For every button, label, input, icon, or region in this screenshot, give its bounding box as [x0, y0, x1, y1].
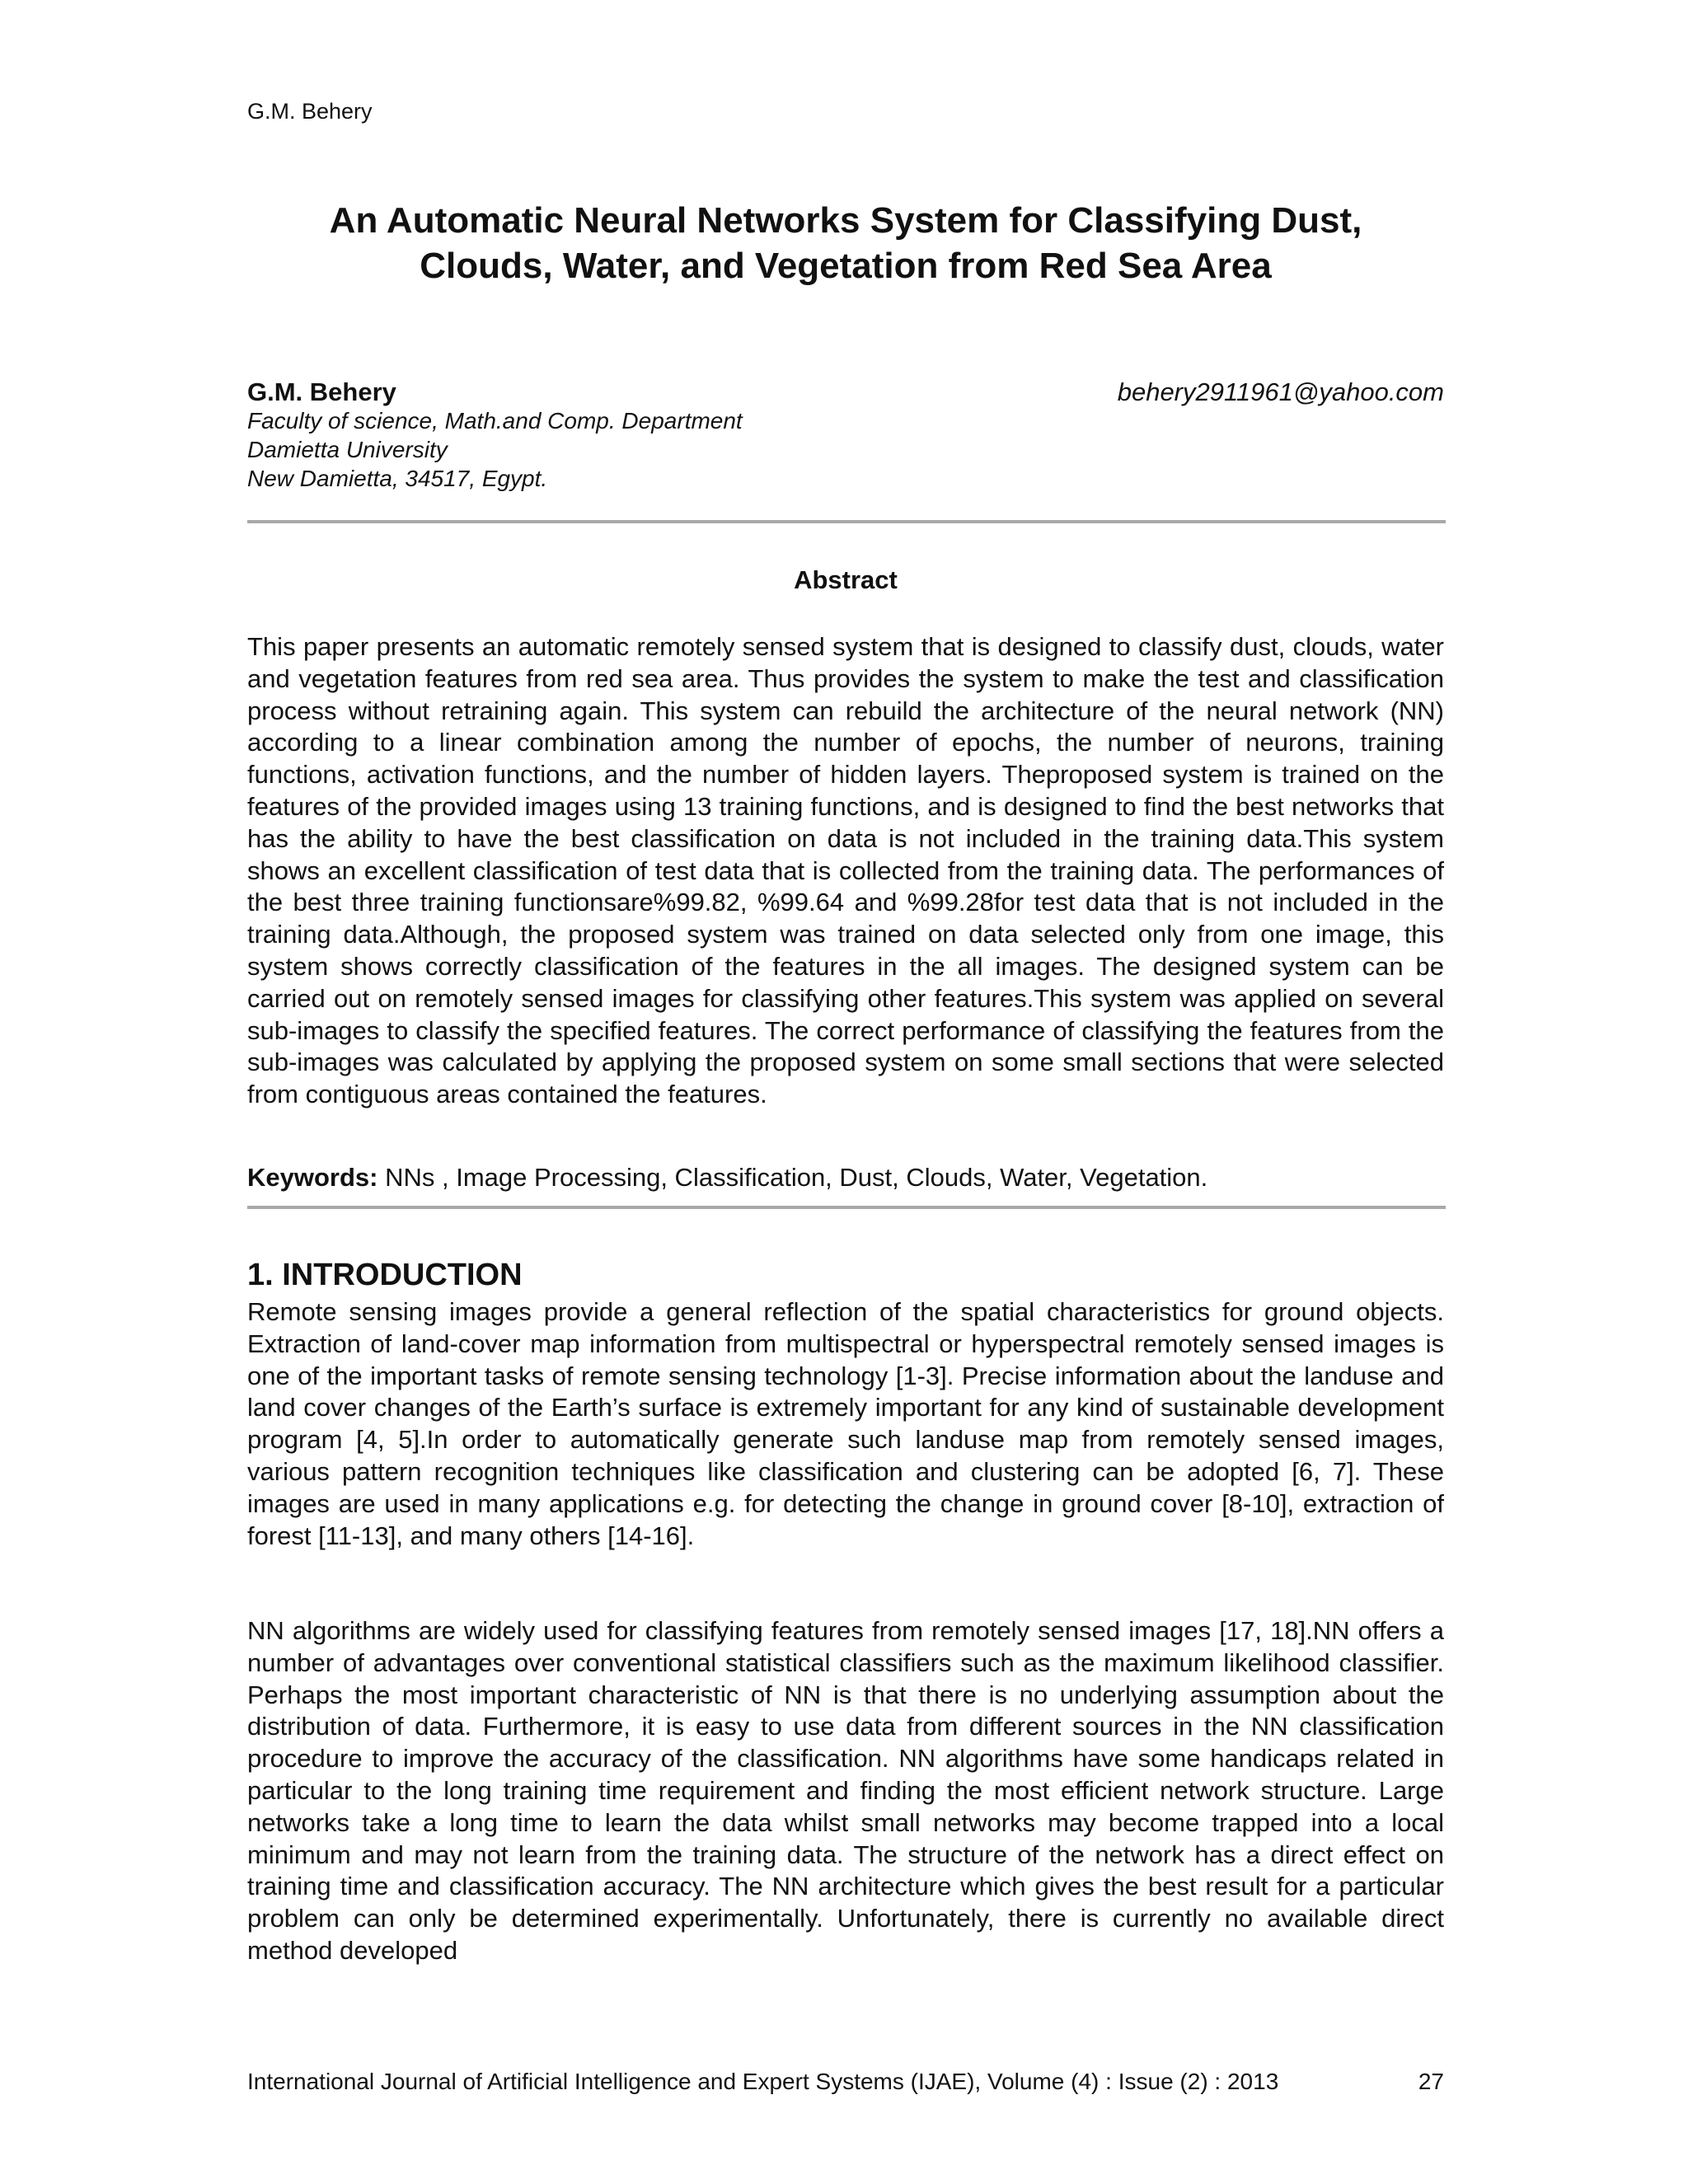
affiliation-line-1: Faculty of science, Math.and Comp. Department — [247, 408, 743, 434]
section-heading-introduction: 1. INTRODUCTION — [247, 1258, 523, 1292]
intro-paragraph-2: NN algorithms are widely used for classifying features from remotely sensed images [17, 18].NN offers a number of advantages over conventional statistical classifiers such as the maximum likelihood classifier. Perhaps the most important characteristic of NN is that there is no underlying assumption about the distribution of data. Furthermore, it is easy to use data from different sources in the NN classification procedure to improve the accuracy of the classification. NN algorithms have some handicaps related in particular to the long training time requirement and finding the most efficient network structure. Large networks take a long time to learn the data whilst small networks may become trapped into a local minimum and may not learn from the training data. The structure of the network has a direct effect on training time and classification accuracy. The NN architecture which gives the best result for a particular problem can only be determined experimentally. Unfortunately, there is currently no available direct method developed — [247, 1616, 1444, 1965]
divider-bottom — [247, 1206, 1446, 1209]
abstract-heading: Abstract — [794, 565, 898, 594]
keywords — [247, 1162, 1444, 1193]
page-footer — [247, 2069, 1444, 2095]
keywords-label: Keywords: — [247, 1163, 378, 1192]
page-number: 27 — [1418, 2069, 1444, 2094]
running-head: G.M. Behery — [247, 99, 373, 124]
author-email: behery2911961@yahoo.com — [1117, 377, 1444, 406]
divider-top — [247, 520, 1446, 523]
title-line-2: Clouds, Water, and Vegetation from Red Sea Area — [420, 246, 1272, 286]
journal-citation: International Journal of Artificial Intelligence and Expert Systems (IJAE), Volume (4) : Issue (2) : 2013 — [247, 2069, 1279, 2094]
title-line-1: An Automatic Neural Networks System for Classifying Dust, — [329, 200, 1362, 241]
author-block — [247, 377, 1444, 493]
intro-paragraph-1: Remote sensing images provide a general reflection of the spatial characteristics for ground objects. Extraction of land-cover map information from multispectral or hyperspectral remotely sensed images is one of the important tasks of remote sensing technology [1-3]. Precise information about the landuse and land cover changes of the Earth’s surface is extremely important for any kind of sustainable development program [4, 5].In order to automatically generate such landuse map from remotely sensed images, various pattern recognition techniques like classification and clustering can be adopted [6, 7]. These images are used in many applications e.g. for detecting the change in ground cover [8-10], extraction of forest [11-13], and many others [14-16]. — [247, 1297, 1444, 1550]
paper-title — [247, 198, 1444, 288]
affiliation-line-3: New Damietta, 34517, Egypt. — [247, 466, 548, 491]
keywords-text: NNs , Image Processing, Classification, Dust, Clouds, Water, Vegetation. — [377, 1163, 1208, 1192]
affiliation-line-2: Damietta University — [247, 437, 448, 462]
abstract-text: This paper presents an automatic remotely sensed system that is designed to classify dust, clouds, water and vegetation features from red sea area. Thus provides the system to make the test and classification process without retraining again. This system can rebuild the architecture of the neural network (NN) according to a linear combination among the number of epochs, the number of neurons, training functions, activation functions, and the number of hidden layers. Theproposed system is trained on the features of the provided images using 13 training functions, and is designed to find the best networks that has the ability to have the best classification on data is not included in the training data.This system shows an excellent classification of test data that is collected from the training data. The performances of the best three training functionsare%99.82, %99.64 and %99.28for test data that is not included in the training data.Although, the proposed system was trained on data selected only from one image, this system shows correctly classification of the features in the all images. The designed system can be carried out on remotely sensed images for classifying other features.This system was applied on several sub-images to classify the specified features. The correct performance of classifying the features from the sub-images was calculated by applying the proposed system on some small sections that were selected from contiguous areas contained the features. — [247, 632, 1444, 1109]
author-name: G.M. Behery — [247, 377, 396, 406]
